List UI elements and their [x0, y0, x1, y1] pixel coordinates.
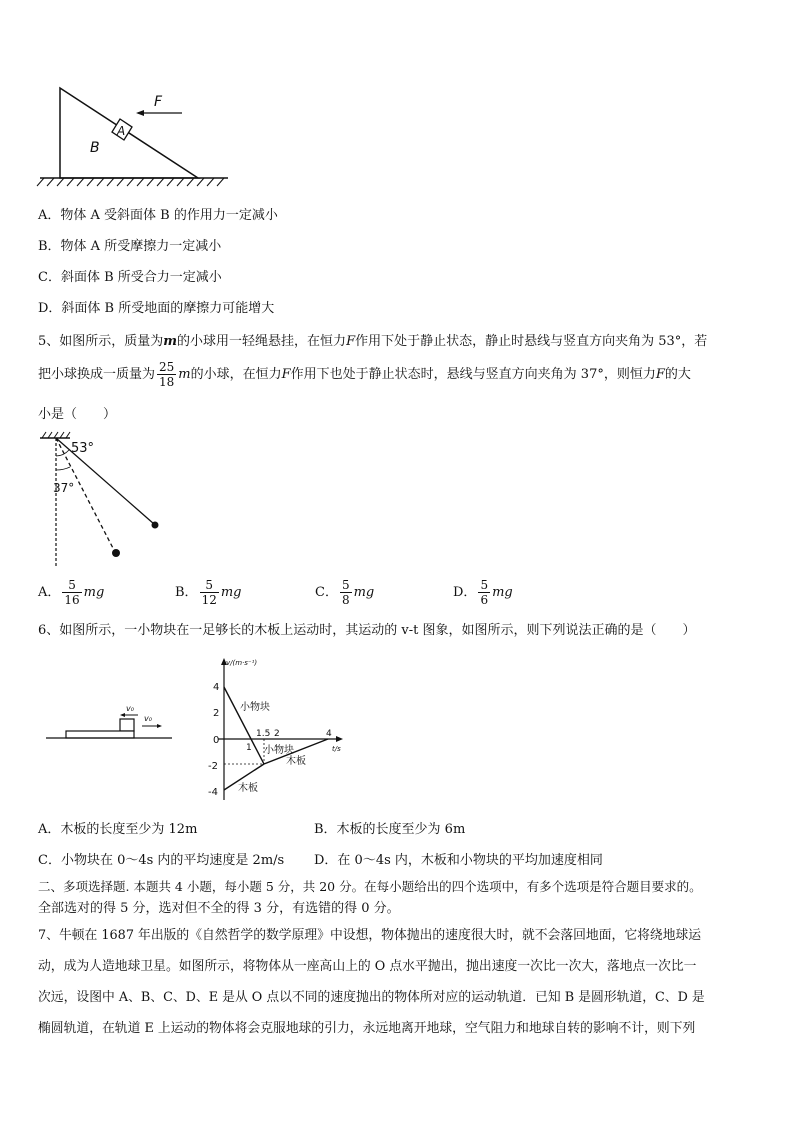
q5-text: 的大	[664, 367, 691, 382]
q5-text: 作用下处于静止状态，静止时悬线与竖直方向夹角为 53°，若	[355, 334, 708, 349]
q7-line3: 次远，设图中 A、B、C、D、E 是从 O 点以不同的速度抛出的物体所对应的运动轨道．已知 B 是圆形轨道，C、D 是	[38, 990, 705, 1005]
q4-option-b: B．物体 A 所受摩擦力一定减小	[38, 239, 222, 254]
vt-graph	[208, 655, 348, 805]
q5-option-c	[315, 578, 374, 607]
frac-denominator: 18	[159, 375, 175, 389]
q5-force-symbol: F	[655, 367, 665, 382]
v0-label-top: v₀	[126, 704, 134, 713]
small-block	[120, 719, 134, 731]
label-board-mid: 木板	[286, 756, 306, 767]
v0-label-right: v₀	[144, 714, 152, 723]
y-tick-2: 2	[213, 708, 220, 719]
q5-force-symbol: F	[346, 334, 356, 349]
q5-option-d	[453, 578, 513, 607]
angle-label-53: 53°	[71, 441, 95, 456]
option-letter: B．	[175, 585, 198, 600]
label-block-top: 小物块	[240, 702, 270, 713]
option-unit: mg	[353, 585, 375, 600]
option-unit: mg	[83, 585, 105, 600]
frac-numerator: 25	[159, 360, 175, 374]
ball-2	[112, 549, 120, 557]
frac-numerator: 5	[200, 578, 219, 593]
y-tick-neg4: -4	[208, 787, 218, 798]
x-axis-label: t/s	[332, 745, 341, 753]
q6-option-b: B．木板的长度至少为 6m	[314, 822, 466, 837]
frac-denominator: 8	[341, 593, 350, 607]
option-letter: D．	[453, 585, 477, 600]
angle-label-37: 37°	[53, 481, 75, 495]
board-block-figure	[44, 700, 174, 750]
q5-mass-fraction	[157, 360, 176, 389]
block-line-1	[224, 687, 264, 764]
q5-option-b	[175, 578, 242, 607]
section2-line1: 二、多项选择题. 本题共 4 小题，每小题 5 分，共 20 分。在每小题给出的四个选项中，有多个选项是符合题目要求的。	[38, 879, 702, 894]
label-b: B	[90, 140, 100, 156]
x-axis-arrow	[336, 736, 343, 742]
q4-option-c: C．斜面体 B 所受合力一定减小	[38, 270, 222, 285]
arrowhead	[157, 724, 162, 728]
option-unit: mg	[492, 585, 513, 600]
q6-option-d: D．在 0～4s 内，木板和小物块的平均加速度相同	[314, 853, 603, 868]
q5-mass-symbol: m	[163, 334, 178, 349]
q5-text: 的小球，在恒力	[190, 367, 282, 382]
q4-option-d: D．斜面体 B 所受地面的摩擦力可能增大	[38, 301, 275, 316]
q5-text: 作用下也处于静止状态时，悬线与竖直方向夹角为 37°，则恒力	[290, 367, 656, 382]
y-tick-0: 0	[213, 735, 220, 746]
x-tick-2: 2	[274, 729, 280, 739]
option-unit: mg	[220, 585, 242, 600]
frac-denominator: 16	[64, 593, 80, 607]
frac-denominator: 6	[480, 593, 489, 607]
option-fraction	[340, 578, 352, 607]
q7-line2: 动，成为人造地球卫星。如图所示，将物体从一座高山上的 O 点水平抛出，抛出速度一次比一次大，落地点一次比一	[38, 959, 697, 974]
q5-option-a	[38, 578, 104, 607]
label-a: A	[117, 124, 126, 138]
ground-hatch	[37, 178, 224, 186]
angle-arc-37	[56, 467, 70, 470]
option-fraction	[62, 578, 81, 607]
frac-denominator: 12	[201, 593, 217, 607]
q5-text: 的小球用一轻绳悬挂，在恒力	[177, 334, 347, 349]
q6-option-a: A．木板的长度至少为 12m	[38, 822, 198, 837]
q5-line2	[38, 360, 691, 390]
q5-mass-symbol: m	[178, 367, 191, 382]
label-block-mid: 小物块	[264, 745, 294, 756]
option-letter: A．	[38, 585, 61, 600]
q7-line1: 7、牛顿在 1687 年出版的《自然哲学的数学原理》中设想，物体抛出的速度很大时，就不会落回地面，它将绕地球运	[38, 928, 702, 943]
q6-option-c: C．小物块在 0～4s 内的平均速度是 2m/s	[38, 853, 285, 868]
force-arrowhead	[136, 110, 144, 116]
label-board-bottom: 木板	[238, 783, 258, 794]
y-tick-neg2: -2	[208, 761, 218, 772]
frac-numerator: 5	[62, 578, 81, 593]
q7-line4: 椭圆轨道，在轨道 E 上运动的物体将会克服地球的引力，永远地离开地球，空气阻力和地球自转的影响不计，则下列	[38, 1021, 696, 1036]
pendulum-figure	[34, 430, 174, 570]
q5-text: 把小球换成一质量为	[38, 367, 156, 382]
option-fraction	[200, 578, 219, 607]
board	[66, 731, 134, 738]
arrowhead	[120, 713, 125, 717]
q5-line1	[38, 332, 707, 352]
q5-text: 5、如图所示，质量为	[38, 334, 164, 349]
incline-figure	[36, 80, 236, 190]
y-axis-label: v/(m·s⁻¹)	[226, 659, 258, 667]
frac-numerator: 5	[480, 578, 489, 592]
q4-option-a: A．物体 A 受斜面体 B 的作用力一定减小	[38, 208, 278, 223]
q6-stem: 6、如图所示，一小物块在一足够长的木板上运动时，其运动的 v-t 图象，如图所示，则下列说法正确的是（ ）	[38, 623, 696, 638]
x-tick-4: 4	[326, 729, 332, 739]
q5-line3: 小是（ ）	[38, 407, 117, 422]
x-tick-1: 1	[246, 743, 252, 753]
ball-1	[152, 522, 159, 529]
label-f: F	[154, 94, 163, 110]
ceiling-hatch	[42, 432, 70, 438]
q5-force-symbol: F	[281, 367, 291, 382]
option-fraction	[478, 578, 490, 607]
y-tick-4: 4	[213, 682, 220, 693]
frac-numerator: 5	[341, 578, 350, 592]
section2-line2: 全部选对的得 5 分，选对但不全的得 3 分，有选错的得 0 分。	[38, 901, 400, 916]
x-tick-1-5: 1.5	[256, 729, 271, 739]
option-letter: C．	[315, 585, 338, 600]
